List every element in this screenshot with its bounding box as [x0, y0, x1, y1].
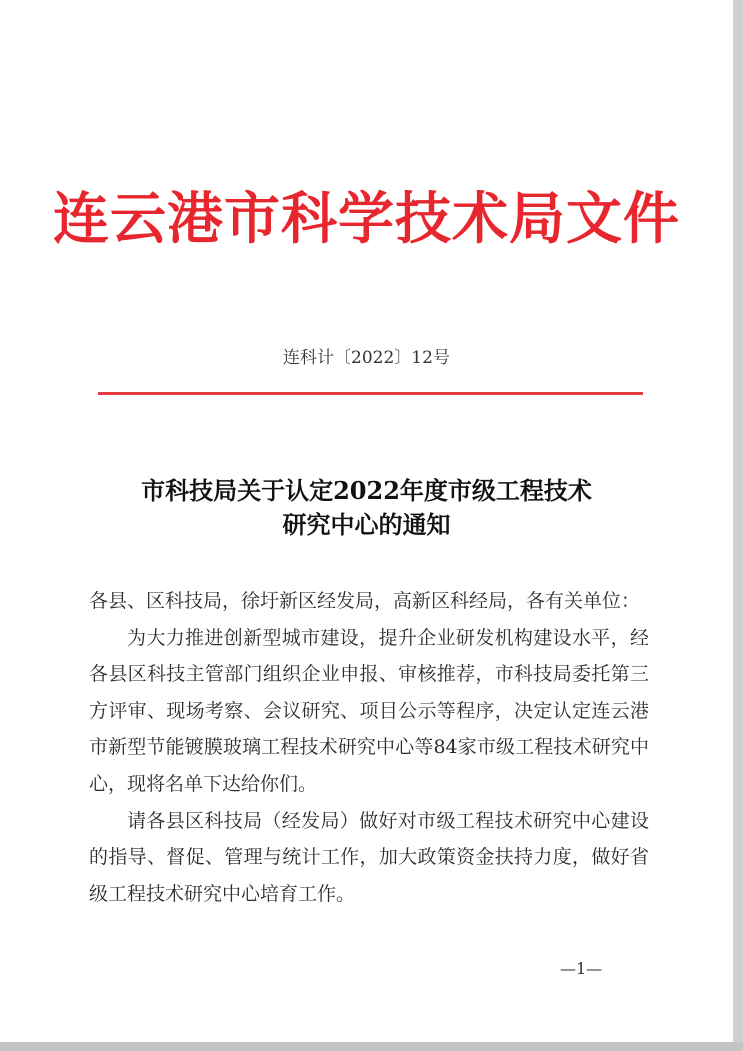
notice-title	[0, 474, 733, 542]
scan-edge-bottom	[0, 1042, 743, 1051]
body-paragraph-2: 请各县区科技局（经发局）做好对市级工程技术研究中心建设的指导、督促、管理与统计工作，加大政策资金扶持力度，做好省级工程技术研究中心培育工作。	[89, 809, 649, 905]
notice-title-line-1: 市科技局关于认定2022年度市级工程技术	[141, 476, 592, 505]
notice-title-line-2: 研究中心的通知	[282, 510, 451, 539]
document-number: 连科计〔2022〕12号	[283, 348, 450, 368]
body-paragraph-1: 为大力推进创新型城市建设，提升企业研发机构建设水平，经各县区科技主管部门组织企业申报、审核推荐，市科技局委托第三方评审、现场考察、会议研究、项目公示等程序，决定认定连云港市新型节能镀膜玻璃工程技术研究中心等84家市级工程技术研究中心，现将名单下达给你们。	[89, 626, 649, 795]
salutation: 各县、区科技局，徐圩新区经发局，高新区科经局，各有关单位：	[89, 590, 641, 612]
masthead-title: 连云港市科学技术局文件	[53, 186, 680, 252]
scan-edge-right	[733, 0, 743, 1051]
red-separator-line	[98, 392, 643, 395]
page-number: —1—	[560, 959, 603, 978]
notice-body	[89, 583, 649, 912]
